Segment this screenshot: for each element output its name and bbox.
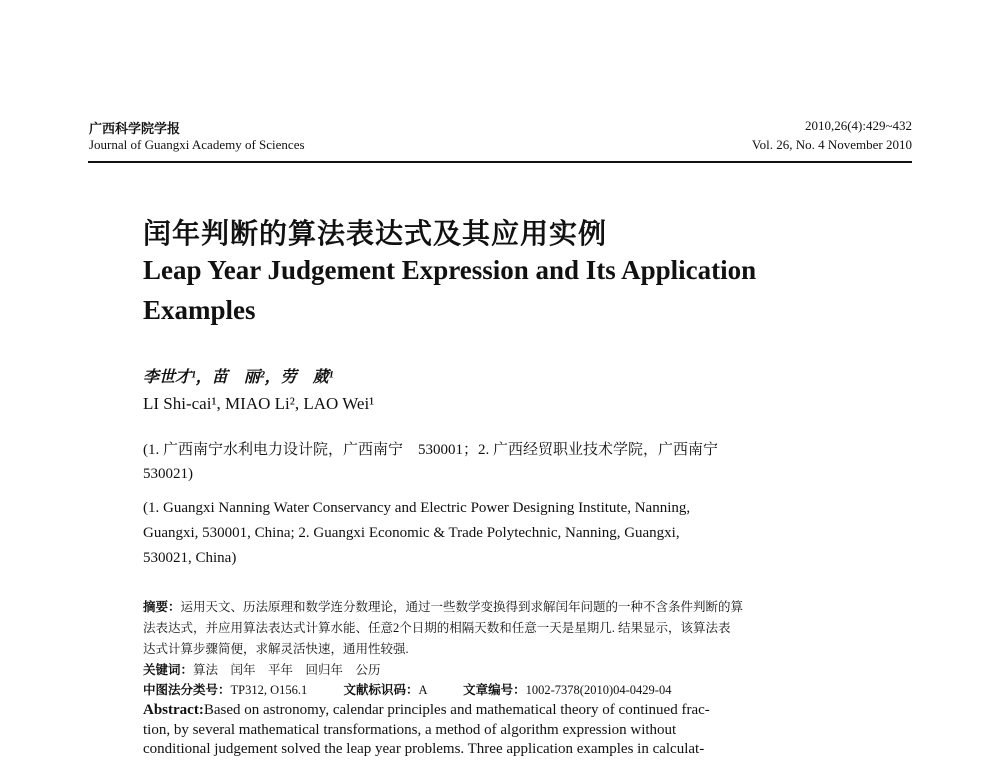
abstract-cn-label: 摘要： — [143, 600, 181, 614]
article-number-value: 1002-7378(2010)04-0429-04 — [525, 683, 672, 697]
title-en-line1: Leap Year Judgement Expression and Its Application — [143, 255, 757, 285]
journal-name-en: Journal of Guangxi Academy of Sciences — [89, 137, 305, 152]
abstract-cn-line2: 法表达式，并应用算法表达式计算水能、任意2个日期的相隔天数和任意一天是星期几. 结果显示，该算法表 — [143, 621, 731, 635]
abstract-en-label: Abstract: — [143, 702, 204, 718]
doc-code-label: 文献标识码： — [343, 683, 419, 697]
abstract-cn-text: 运用天文、历法原理和数学连分数理论，通过一些数学变换得到求解闰年问题的一种不含条件判断的算 — [180, 600, 744, 614]
article-number-label: 文章编号： — [463, 683, 526, 697]
keywords-label: 关键词： — [143, 663, 194, 677]
affiliation-cn-line1: (1. 广西南宁水利电力设计院，广西南宁 530001；2. 广西经贸职业技术学院，广西南宁 — [143, 442, 718, 458]
abstract-cn-line3: 达式计算步骤简便，求解灵活快速，通用性较强. — [143, 642, 409, 656]
affiliation-en-line2: Guangxi, 530001, China; 2. Guangxi Economic & Trade Polytechnic, Nanning, Guangxi, — [143, 525, 680, 541]
keywords — [143, 660, 381, 678]
abstract-en-text: Based on astronomy, calendar principles and mathematical theory of continued frac- — [203, 702, 710, 718]
classification-line — [143, 680, 671, 698]
doc-code-value: A — [418, 683, 427, 697]
abstract-cn-line1 — [143, 597, 743, 615]
clc-label: 中图法分类号： — [143, 683, 231, 697]
abstract-en-line3: conditional judgement solved the leap year problems. Three application examples in calculat- — [143, 741, 705, 757]
abstract-en-line2: tion, by several mathematical transformations, a method of algorithm expression without — [143, 722, 677, 738]
title-cn: 闰年判断的算法表达式及其应用实例 — [143, 219, 608, 250]
affiliation-cn-line2: 530021) — [143, 466, 193, 482]
citation: 2010,26(4):429~432 — [804, 118, 912, 133]
authors-en: LI Shi-cai¹, MIAO Li², LAO Wei¹ — [143, 394, 375, 413]
header-rule — [88, 161, 912, 163]
abstract-en-line1 — [143, 702, 710, 719]
affiliation-en-line3: 530021, China) — [143, 550, 237, 566]
authors-cn: 李世才¹，苗 丽²，劳 葳¹ — [143, 369, 334, 386]
journal-name-cn: 广西科学院学报 — [89, 121, 181, 136]
volume-info: Vol. 26, No. 4 November 2010 — [751, 137, 912, 152]
affiliation-en-line1: (1. Guangxi Nanning Water Conservancy and Electric Power Designing Institute, Nanning, — [143, 500, 691, 516]
title-en-line2: Examples — [143, 295, 256, 325]
keywords-value: 算法 闰年 平年 回归年 公历 — [193, 663, 381, 677]
clc-value: TP312, O156.1 — [230, 683, 308, 697]
